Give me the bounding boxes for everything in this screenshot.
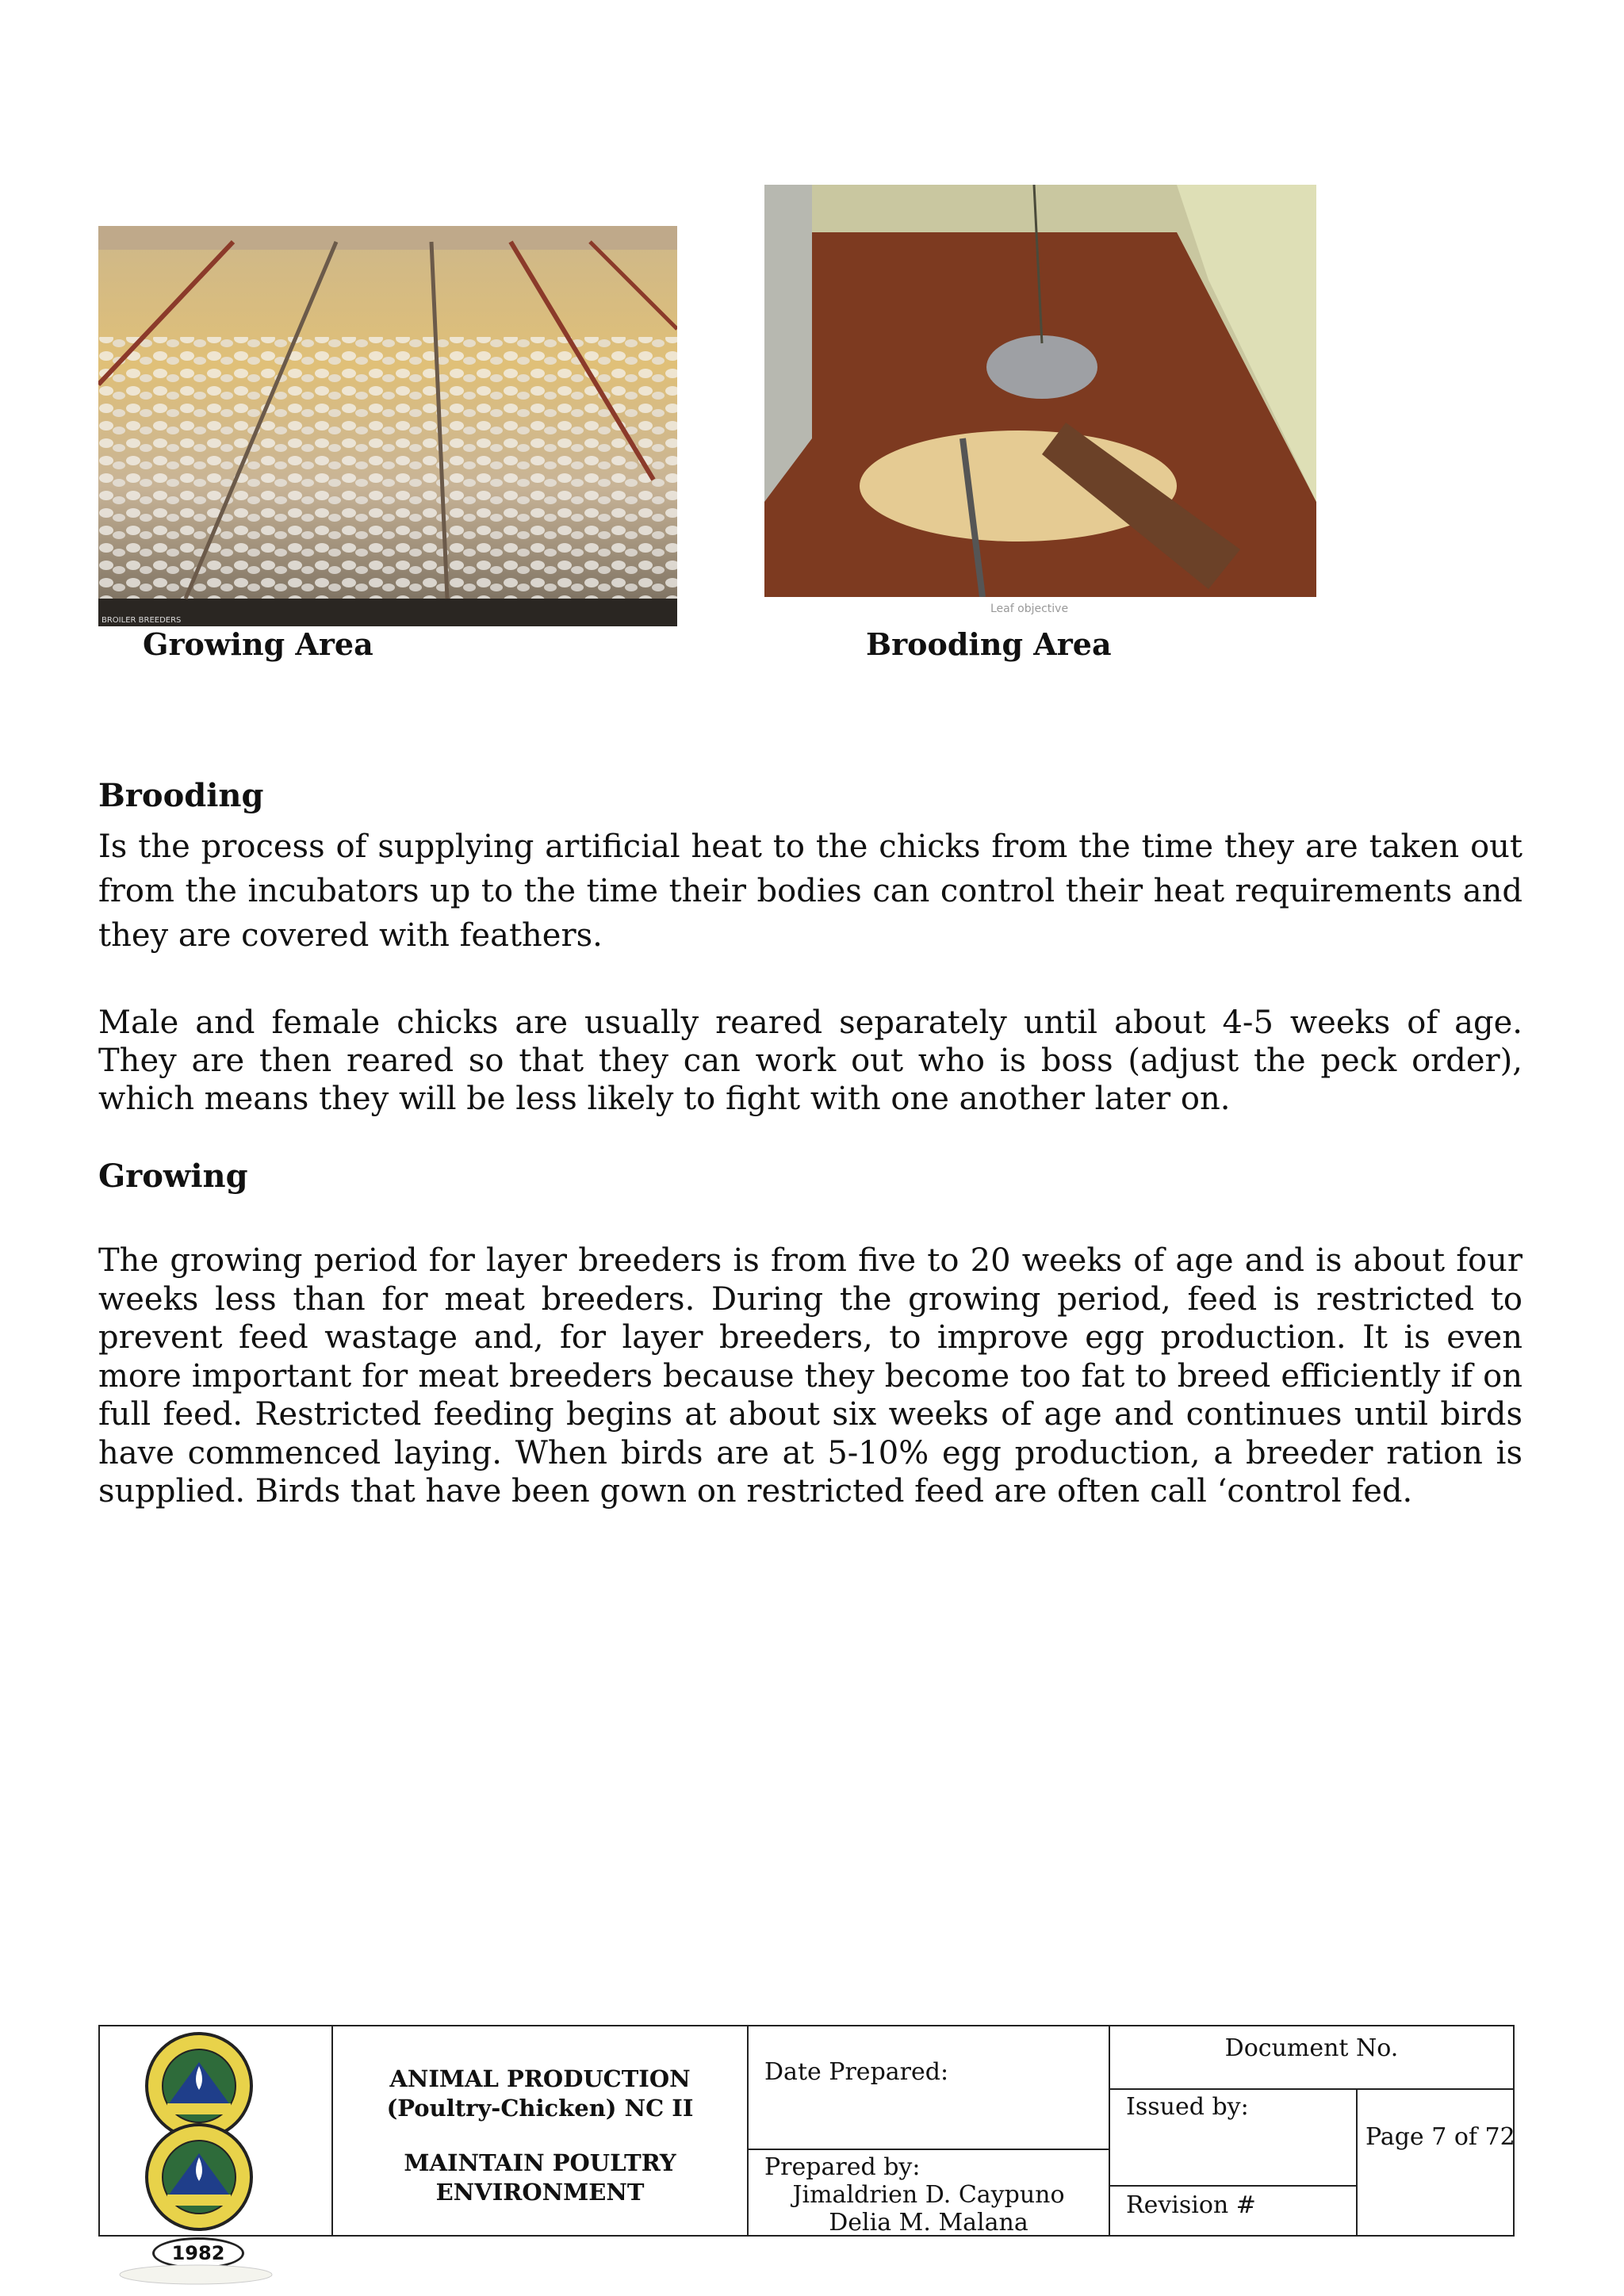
preparer-name: Delia M. Malana xyxy=(829,2209,1028,2237)
document-info-cell xyxy=(1109,2026,1514,2236)
brooding-area-caption: Brooding Area xyxy=(866,626,1112,662)
page-number: Page 7 of 72 xyxy=(1365,2123,1515,2151)
photo-credit-text: BROILER BREEDERS xyxy=(102,616,182,625)
module-title: MAINTAIN POULTRY ENVIRONMENT xyxy=(404,2149,676,2206)
school-seal-icon xyxy=(120,2122,278,2233)
brooding-heading: Brooding xyxy=(98,777,264,814)
brooding-area-photo xyxy=(764,185,1316,617)
brooding-paragraph: Male and female chicks are usually reared separately until about 4-5 weeks of age. They are then reared so that they can work out who is boss (adjust the peck order), which means they will be less likely to fight with one another later on. xyxy=(98,1004,1522,1117)
document-footer-table xyxy=(98,2025,1515,2237)
course-title: ANIMAL PRODUCTION (Poultry-Chicken) NC II xyxy=(386,2065,694,2122)
growing-heading: Growing xyxy=(98,1158,248,1195)
prepared-divider xyxy=(749,2149,1109,2150)
issued-by-label: Issued by: xyxy=(1126,2093,1249,2121)
growing-paragraph: The growing period for layer breeders is from five to 20 weeks of age and is about four weeks less than for meat breeders. During the growing period, feed is restricted to prevent feed wastage and, for layer breeders, to improve egg production. It is even more important for meat breeders because they become too fat to breed efficiently if on full feed. Restricted feeding begins at about six weeks of age and continues until birds have commenced laying. When birds are at 5-10% egg production, a breeder ration is supplied. Birds that have been gown on restricted feed are often call ‘control fed. xyxy=(98,1242,1522,1510)
page-column-divider xyxy=(1356,2088,1358,2235)
seal-ribbon-icon xyxy=(117,2263,275,2295)
revision-label: Revision # xyxy=(1126,2191,1256,2219)
preparer-name: Jimaldrien D. Caypuno xyxy=(792,2181,1065,2209)
date-prepared-label: Date Prepared: xyxy=(764,2058,949,2086)
course-title-cell xyxy=(332,2026,748,2236)
revision-divider xyxy=(1110,2185,1356,2187)
growing-area-photo xyxy=(98,226,677,626)
logo-cell xyxy=(99,2026,332,2236)
brooding-definition: Is the process of supplying artificial heat to the chicks from the time they are taken out from the incubators up to the time their bodies can control their heat requirements and they are covered with feathers. xyxy=(98,828,1522,954)
prepared-by-label: Prepared by: xyxy=(764,2153,921,2181)
growing-area-caption: Growing Area xyxy=(143,626,373,662)
document-no-divider xyxy=(1110,2088,1513,2090)
preparation-cell xyxy=(748,2026,1109,2236)
photo-watermark-text: Leaf objective xyxy=(990,603,1069,615)
document-no-label: Document No. xyxy=(1224,2034,1399,2062)
seal-year-badge: 1982 xyxy=(152,2237,244,2269)
